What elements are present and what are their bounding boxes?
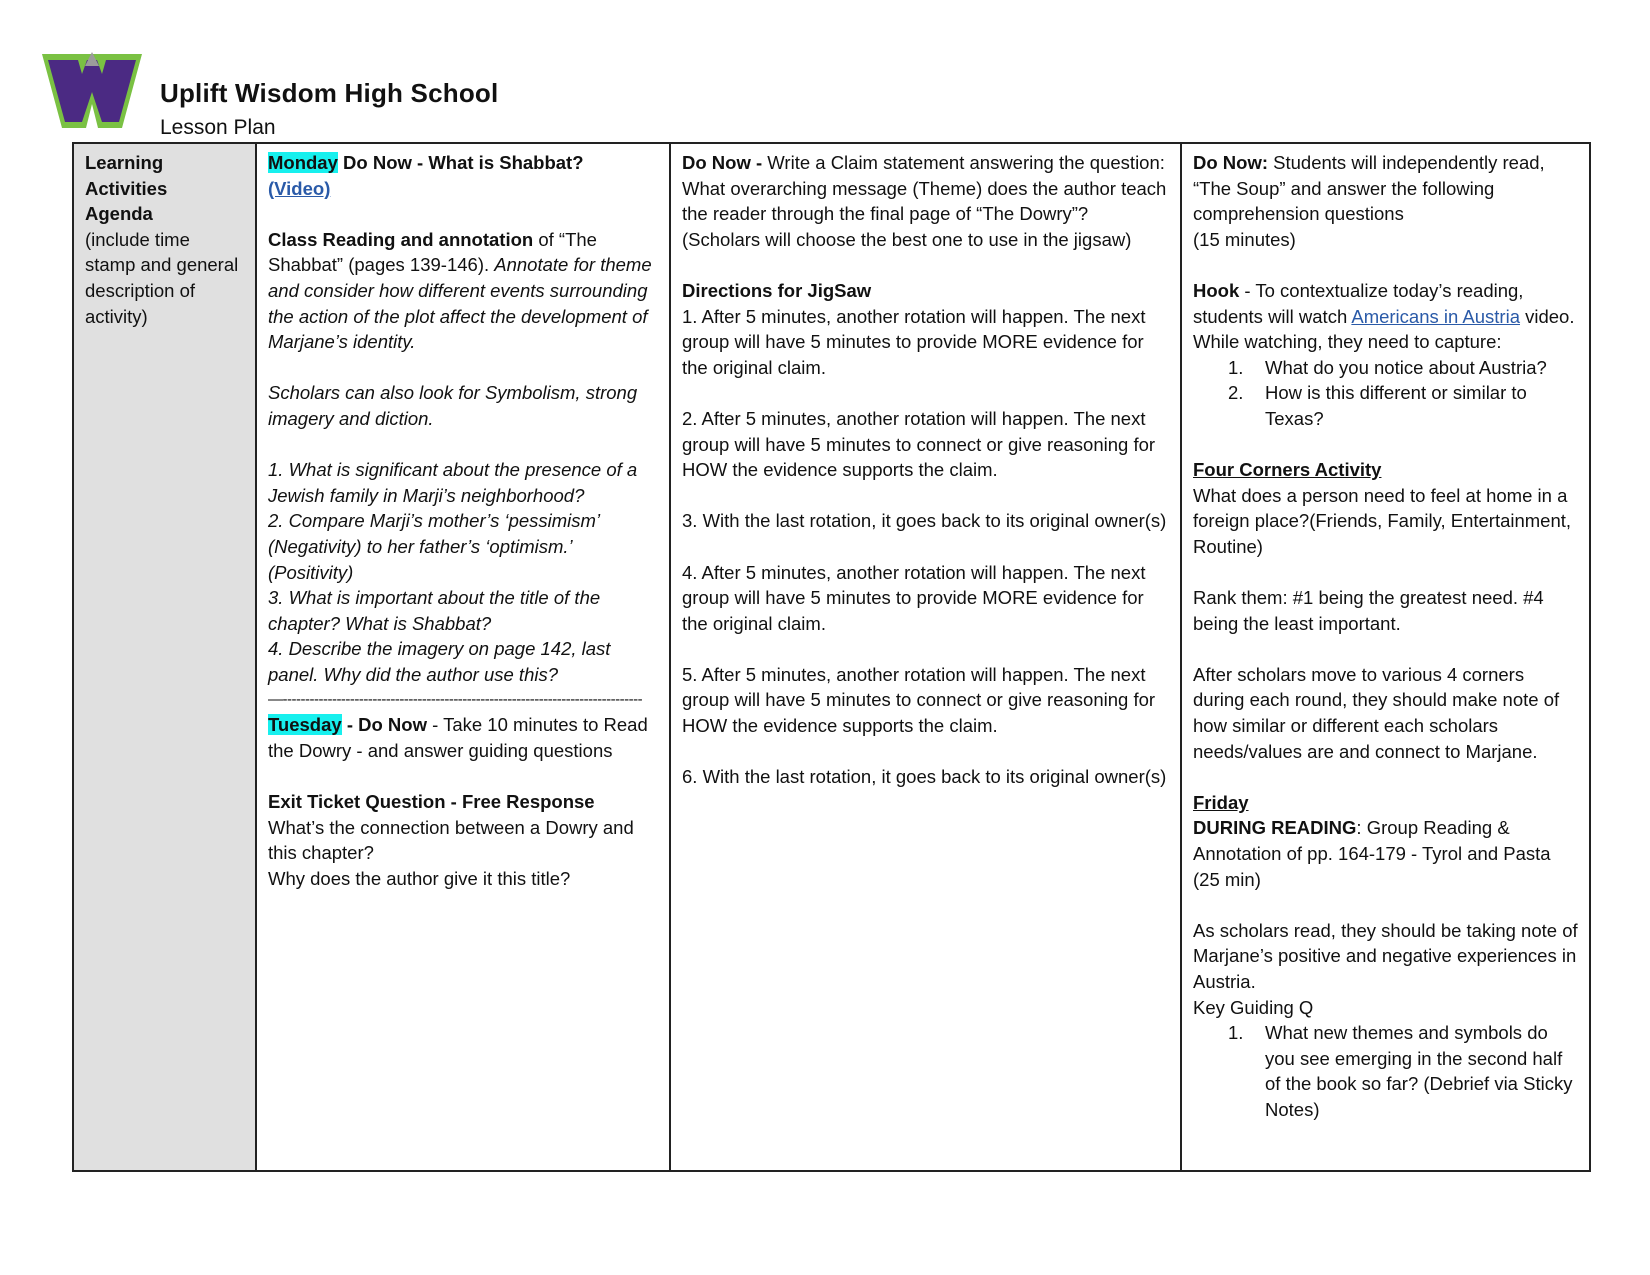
hook-text: - To contextualize today’s reading, students will watch	[1193, 279, 1524, 327]
hook-question-list	[1193, 355, 1579, 432]
soup-donow-label: Do Now:	[1193, 152, 1269, 173]
tuesday-donow-title: - Do Now	[341, 714, 427, 736]
section-divider: —--------------------------------------------------------------------------------	[268, 691, 643, 709]
hook-label: Hook	[1193, 279, 1240, 301]
list-item: 1. What new themes and symbols do you see emerging in the second half of the book so far? (Debrief via Sticky Notes)	[1228, 1022, 1573, 1120]
soup-donow-time: (15 minutes)	[1193, 228, 1296, 250]
jigsaw-donow	[682, 150, 1170, 252]
soup-donow	[1193, 150, 1579, 227]
jigsaw-step-3: 3. With the last rotation, it goes back to its original owner(s)	[682, 510, 1167, 532]
monday-donow	[268, 150, 659, 176]
jigsaw-step-6: 6. With the last rotation, it goes back to its original owner(s)	[682, 766, 1167, 788]
document-type: Lesson Plan	[160, 116, 276, 139]
exit-ticket-title: Exit Ticket Question - Free Response	[268, 791, 595, 813]
monday-question-2: 2. Compare Marji’s mother’s ‘pessimism’ (Negativity) to her father’s ‘optimism.’ (Positivity)	[268, 510, 600, 583]
key-guiding-label: Key Guiding Q	[1193, 996, 1314, 1018]
soup-donow-text: Students will independently read, “The Soup” and answer the following comprehension questions	[1193, 152, 1545, 225]
class-reading-title: Class Reading and annotation	[268, 228, 534, 250]
after-corners-text: After scholars move to various 4 corners during each round, they should make note of how similar or different each scholars needs/values are and connect to Marjane.	[1193, 663, 1560, 762]
monday-tuesday-cell	[256, 143, 670, 1171]
jigsaw-donow-label: Do Now -	[682, 152, 763, 173]
hook-paragraph	[1193, 278, 1579, 355]
list-item: 2. How is this different or similar to Texas?	[1228, 382, 1527, 429]
during-reading-time: (25 min)	[1193, 868, 1261, 890]
scholars-note: Scholars can also look for Symbolism, strong imagery and diction.	[268, 382, 638, 429]
exit-ticket-question-2: Why does the author give it this title?	[268, 868, 571, 890]
video-link[interactable]: (Video)	[268, 177, 331, 199]
monday-question-1: 1. What is significant about the presence of a Jewish family in Marji’s neighborhood?	[268, 459, 638, 506]
row-label-note: (include time stamp and general description of activity)	[85, 228, 239, 327]
learning-activities-row	[73, 143, 1590, 1171]
jigsaw-cell	[670, 143, 1181, 1171]
four-corners-title: Four Corners Activity	[1193, 459, 1382, 481]
jigsaw-step-4: 4. After 5 minutes, another rotation will happen. The next group will have 5 minutes to provide MORE evidence for the original claim.	[682, 561, 1146, 634]
monday-tag: Monday	[268, 152, 338, 173]
tuesday-donow-text: - Take 10 minutes to Read the Dowry - and answer guiding questions	[268, 714, 648, 762]
during-reading	[1193, 815, 1579, 866]
monday-question-3: 3. What is important about the title of the chapter? What is Shabbat?	[268, 587, 601, 634]
list-item: 1. What do you notice about Austria?	[1228, 356, 1547, 378]
jigsaw-directions-title: Directions for JigSaw	[682, 279, 872, 301]
school-logo	[42, 52, 142, 132]
tuesday-donow	[268, 712, 659, 763]
thursday-friday-cell	[1181, 143, 1590, 1171]
row-label-title-3: Agenda	[85, 203, 153, 225]
americans-in-austria-link[interactable]: Americans in Austria	[1351, 305, 1520, 327]
jigsaw-step-2: 2. After 5 minutes, another rotation will happen. The next group will have 5 minutes to connect or give reasoning for HOW the evidence supports the claim.	[682, 407, 1156, 481]
monday-donow-title: Do Now - What is Shabbat?	[337, 152, 584, 173]
school-logo-icon	[42, 52, 142, 132]
during-reading-text: : Group Reading & Annotation of pp. 164-179 - Tyrol and Pasta	[1193, 817, 1551, 865]
class-reading-pages: of “The Shabbat” (pages 139-146).	[268, 228, 597, 276]
row-label-cell	[73, 143, 256, 1171]
as-scholars-read: As scholars read, they should be taking note of Marjane’s positive and negative experiences in Austria.	[1193, 919, 1578, 992]
row-label-title-2: Activities	[85, 177, 168, 199]
lesson-plan-table	[72, 142, 1591, 1172]
class-reading-paragraph	[268, 227, 659, 355]
jigsaw-step-1: 1. After 5 minutes, another rotation will happen. The next group will have 5 minutes to provide MORE evidence for the original claim.	[682, 305, 1146, 378]
class-reading-instructions: Annotate for theme and consider how different events surrounding the action of the plot affect the development of Marjane’s identity.	[268, 254, 652, 353]
jigsaw-donow-text: Write a Claim statement answering the question: What overarching message (Theme) does the author teach the reader through the final page of “The Dowry”? (Scholars will choose the best one to use in the jigsaw)	[682, 152, 1167, 250]
tuesday-tag: Tuesday	[268, 714, 342, 736]
exit-ticket-question-1: What’s the connection between a Dowry and this chapter?	[268, 816, 634, 864]
four-corners-question: What does a person need to feel at home in a foreign place?(Friends, Family, Entertainment, Routine)	[1193, 484, 1572, 557]
key-question-list	[1193, 1020, 1579, 1122]
school-name: Uplift Wisdom High School	[160, 78, 499, 108]
monday-question-4: 4. Describe the imagery on page 142, last panel. Why did the author use this?	[268, 638, 611, 685]
row-label-title-1: Learning	[85, 152, 164, 173]
friday-title: Friday	[1193, 791, 1249, 813]
jigsaw-step-5: 5. After 5 minutes, another rotation will happen. The next group will have 5 minutes to connect or give reasoning for HOW the evidence supports the claim.	[682, 663, 1156, 737]
hook-after: video. While watching, they need to capture:	[1193, 305, 1575, 353]
during-reading-label: DURING READING	[1193, 817, 1357, 839]
rank-instructions: Rank them: #1 being the greatest need. #4 being the least important.	[1193, 587, 1544, 634]
